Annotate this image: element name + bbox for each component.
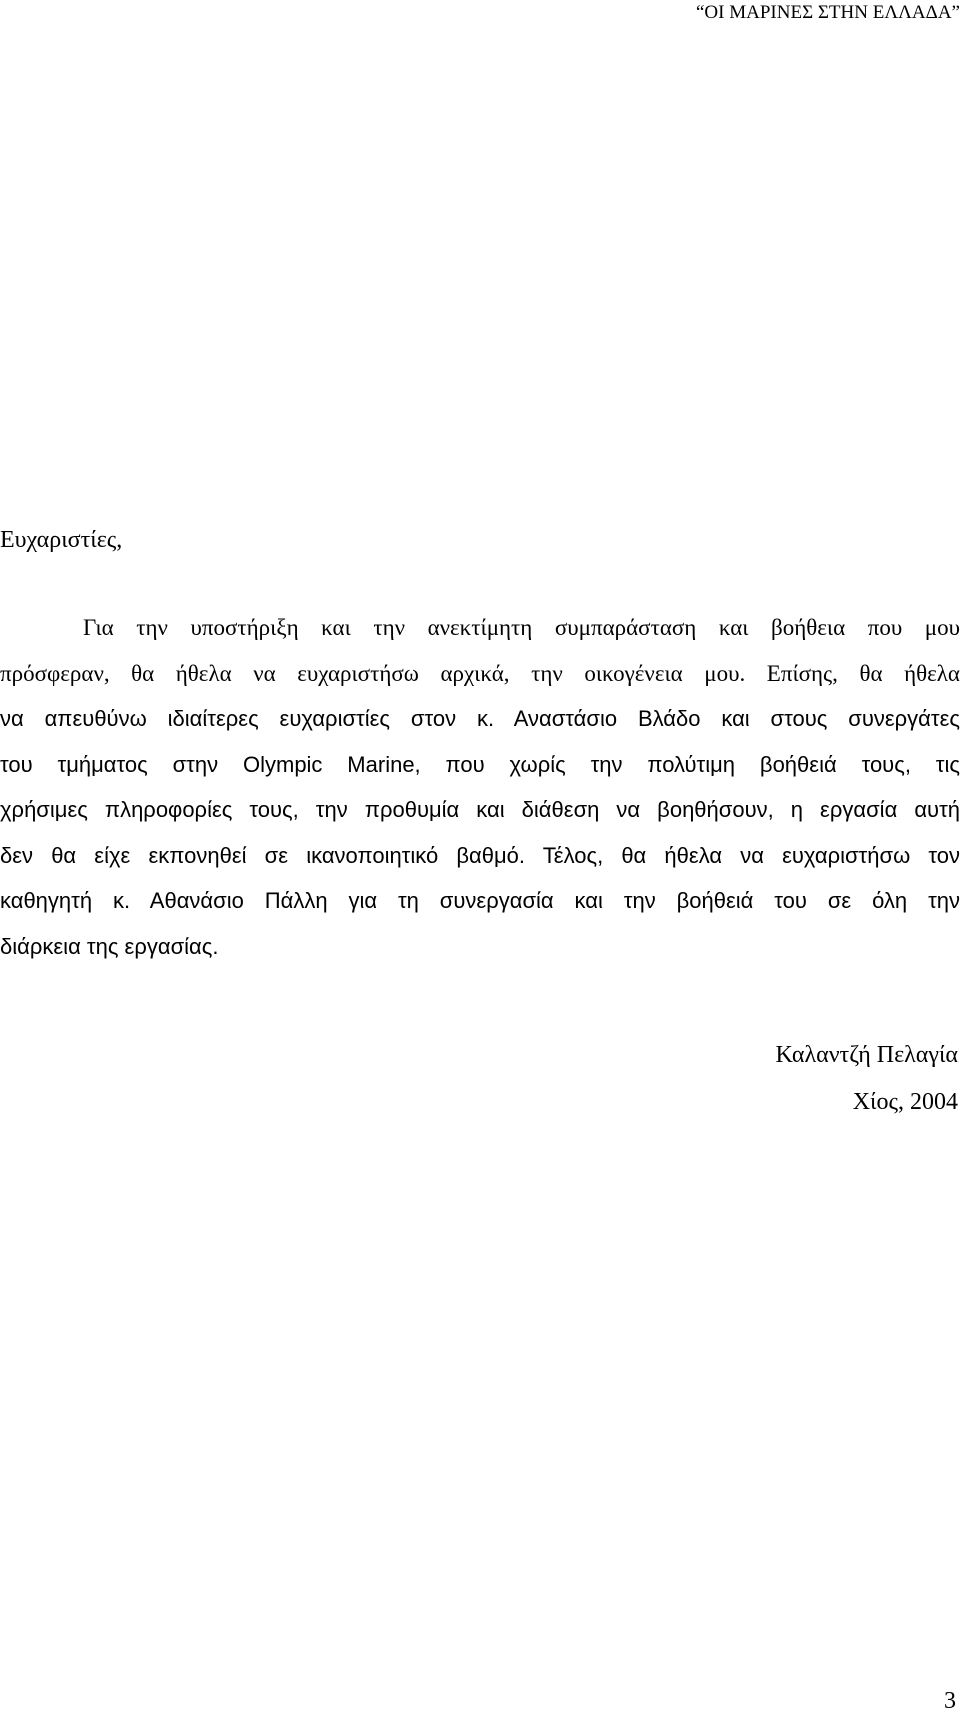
paragraph-line: χρήσιμες πληροφορίες τους, την προθυμία και διάθεση να βοηθήσουν, η εργασία αυτή: [0, 797, 960, 822]
signature-place-date: Χίος, 2004: [852, 1089, 958, 1115]
page-number: 3: [944, 1688, 956, 1714]
paragraph-line: του τμήματος στην Olympic Marine, που χωρίς την πολύτιμη βοήθειά τους, τις: [0, 751, 960, 777]
paragraph-line: Για την υποστήριξη και την ανεκτίμητη συμπαράσταση και βοήθεια που μου: [83, 615, 960, 640]
running-header: “ΟΙ ΜΑΡΙΝΕΣ ΣΤΗΝ ΕΛΛΑΔΑ”: [696, 2, 960, 23]
paragraph-line: διάρκεια της εργασίας.: [0, 933, 219, 959]
paragraph-line: καθηγητή κ. Αθανάσιο Πάλλη για τη συνεργασία και την βοήθειά του σε όλη την: [0, 888, 960, 913]
acknowledgements-heading: Ευχαριστίες,: [0, 527, 123, 553]
paragraph-line: δεν θα είχε εκπονηθεί σε ικανοποιητικό βαθμό. Τέλος, θα ήθελα να ευχαριστήσω τον: [0, 842, 960, 868]
paragraph-line: να απευθύνω ιδιαίτερες ευχαριστίες στον κ. Αναστάσιο Βλάδο και στους συνεργάτες: [0, 706, 960, 731]
paragraph-line: πρόσφεραν, θα ήθελα να ευχαριστήσω αρχικά, την οικογένεια μου. Επίσης, θα ήθελα: [0, 660, 960, 686]
signature-name: Καλαντζή Πελαγία: [775, 1042, 958, 1068]
acknowledgements-paragraph: [0, 612, 960, 976]
